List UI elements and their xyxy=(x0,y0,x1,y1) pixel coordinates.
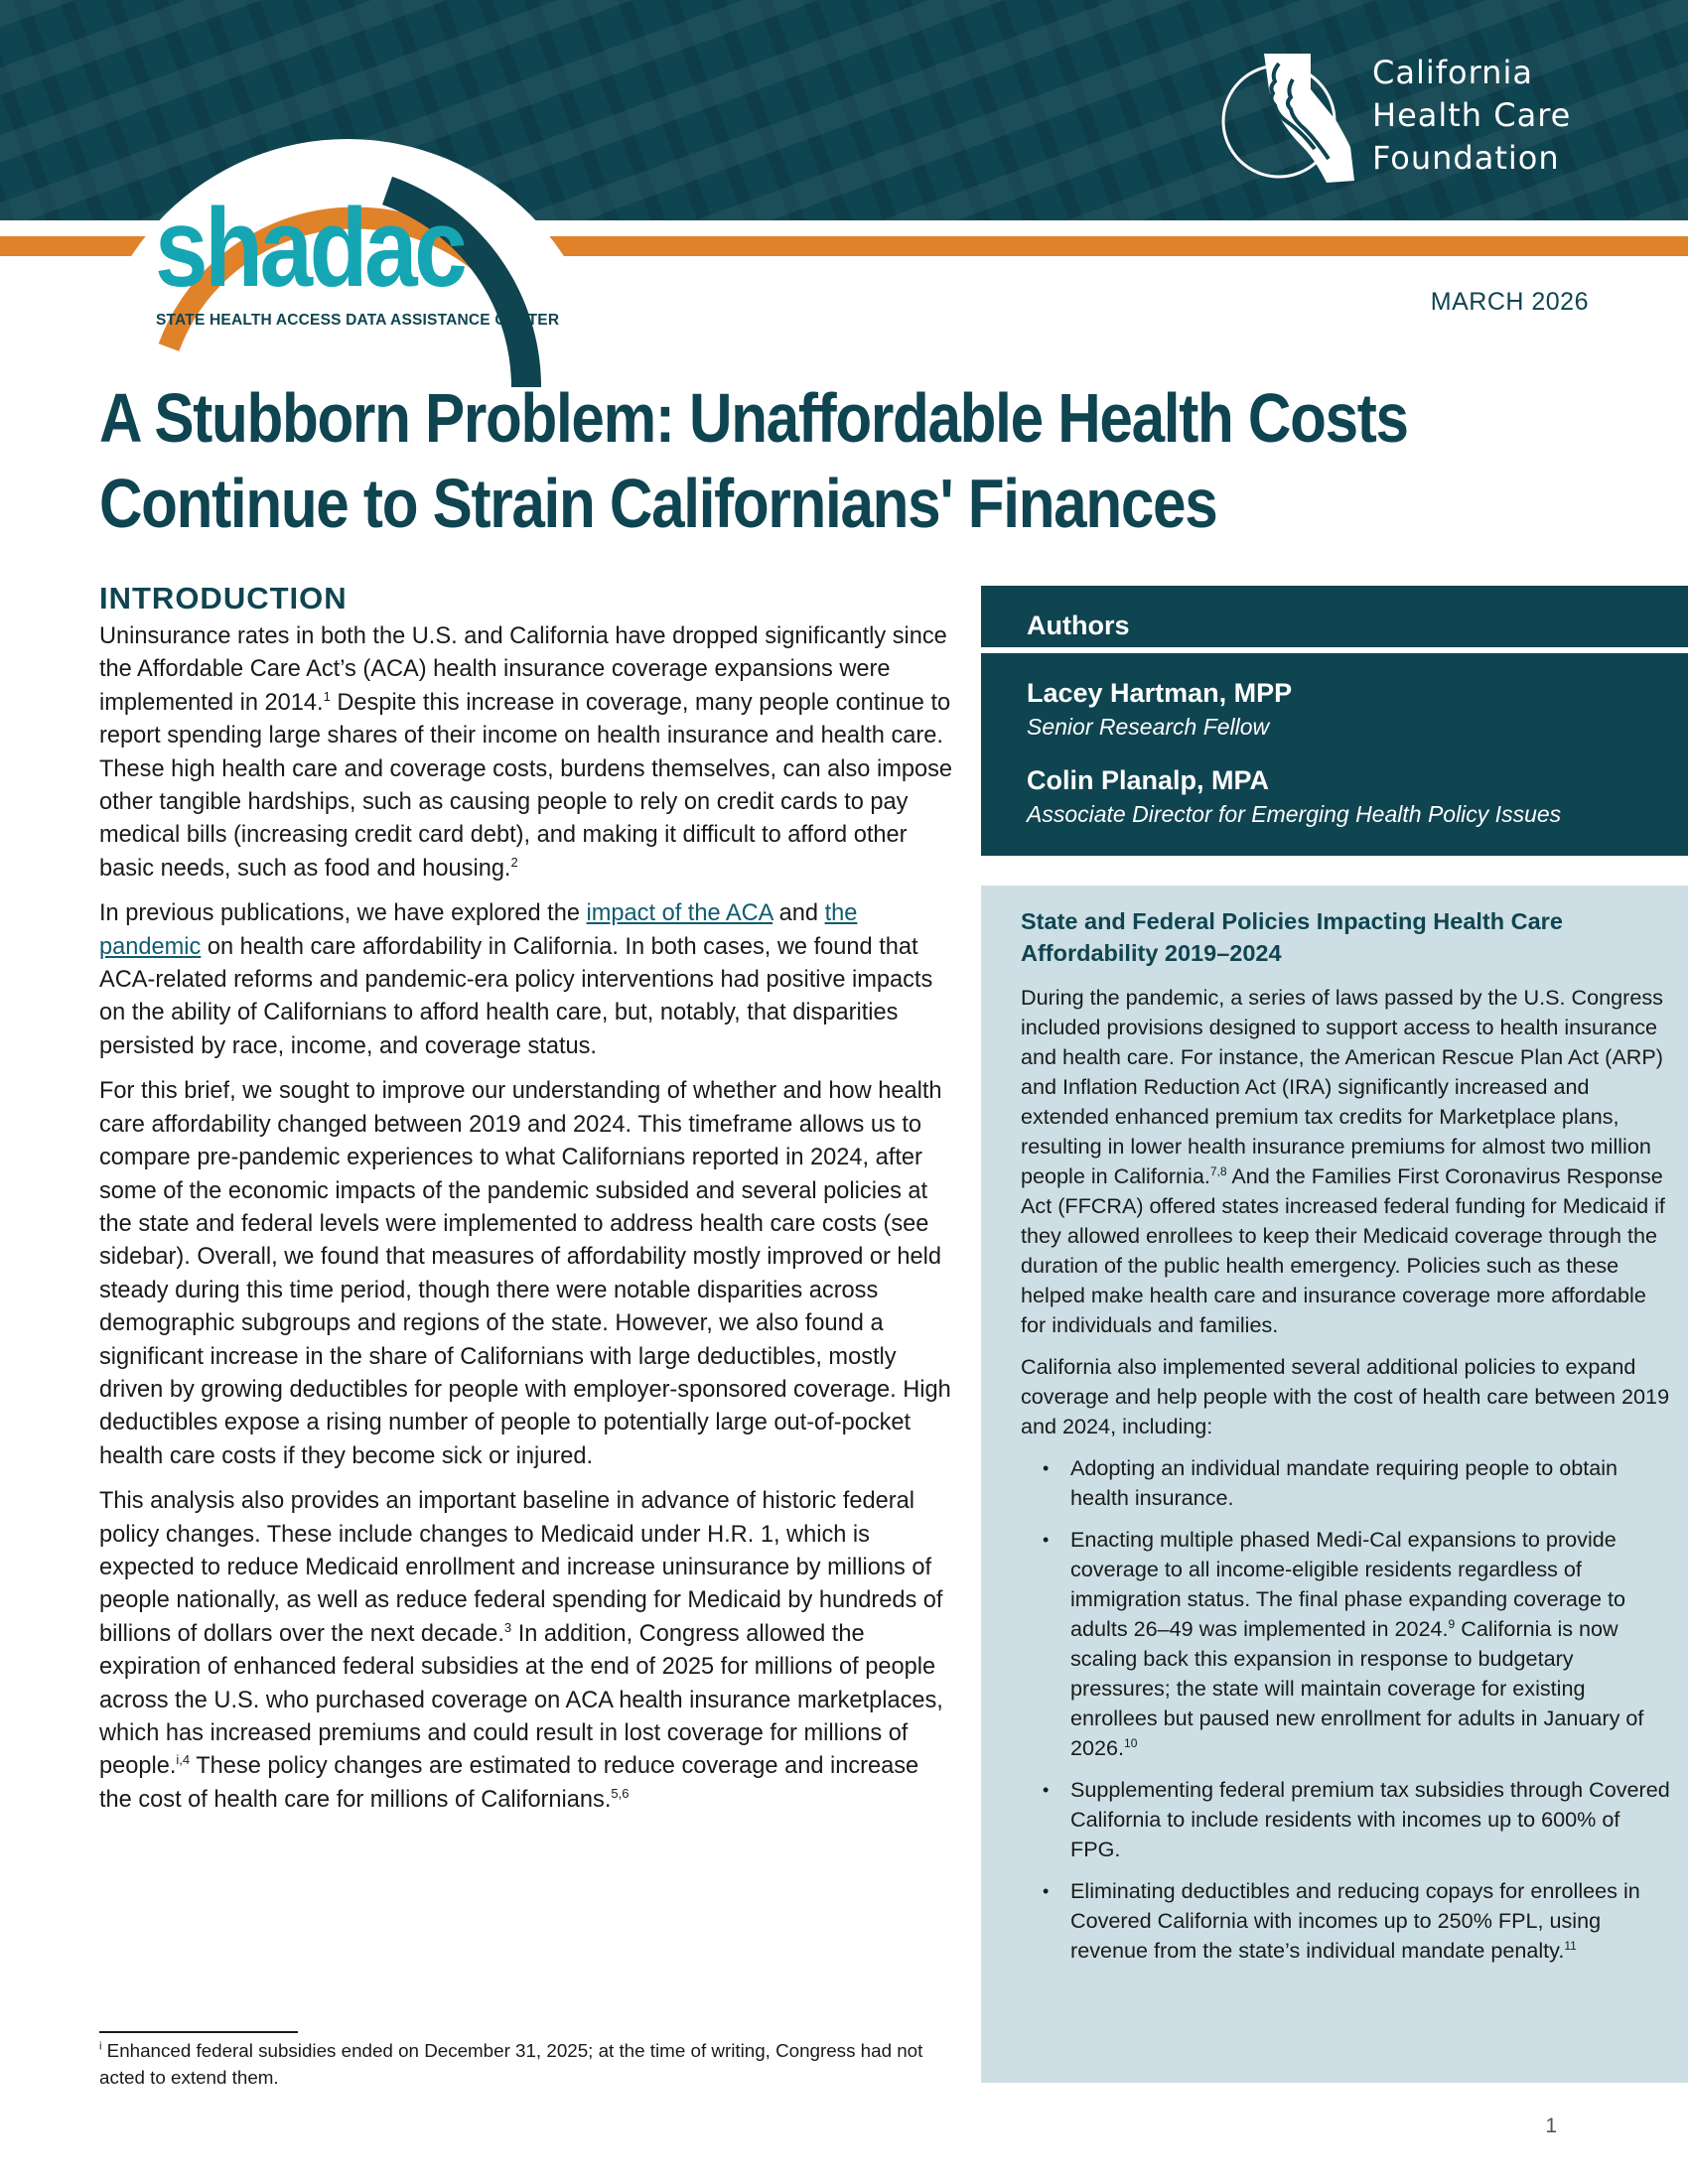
chcf-name-line-3: Foundation xyxy=(1372,139,1560,177)
chcf-name-line-1: California xyxy=(1372,54,1533,91)
text-run: Adopting an individual mandate requiring people to obtain health insurance. xyxy=(1070,1455,1618,1510)
shadac-logo-text: shadac xyxy=(155,186,465,310)
author-title: Associate Director for Emerging Health Policy Issues xyxy=(1027,801,1562,827)
authors-box xyxy=(981,586,1688,856)
title-line-1 xyxy=(99,375,1414,461)
sidebar-title: State and Federal Policies Impacting Health Care Affordability 2019–2024 xyxy=(1021,908,1563,966)
text-run: In previous publications, we have explored the xyxy=(99,900,587,927)
list-item xyxy=(1021,1453,1670,1513)
california-faces-icon xyxy=(1219,50,1358,189)
text-run: These policy changes are estimated to reduce coverage and increase the cost of health care for millions of Californians. xyxy=(99,1753,919,1813)
impact-of-aca-link[interactable]: impact of the ACA xyxy=(586,900,774,927)
intro-paragraph-3: For this brief, we sought to improve our understanding of whether and how health care affordability changed between 2019 and 2024. This timeframe allows us to compare pre-pandemic experiences to what Californians reported in 2024, after some of the economic impacts of the pandemic subsided and several policies at the state and federal levels were implemented to address health care costs (see sidebar). Overall, we found that measures of affordability mostly improved or held steady during this time period, though there were notable disparities across demographic subgroups and regions of the state. However, we also found a significant increase in the share of Californians with large deductibles, mostly driven by growing deductibles for people with employer-sponsored coverage. High deductibles expose a rising number of people to potentially large out-of-pocket health care costs if they become sick or injured. xyxy=(99,1078,951,1469)
author-name: Lacey Hartman, MPP xyxy=(1027,678,1293,708)
text-run: and xyxy=(773,900,825,927)
text-run: Despite this increase in coverage, many people continue to report spending large shares of their income on health insurance and health care. These high health care and coverage costs, burdens themselves, can also impose other tangible hardships, such as causing people to rely on credit cards to pay medical bills (increasing credit card debt), and making it difficult to afford other basic needs, such as food and housing. xyxy=(99,689,953,882)
text-run: California is now scaling back this expansion in response to budgetary pressures; the state will maintain coverage for existing enrollees but paused new enrollment for adults in January of 2026. xyxy=(1070,1616,1644,1760)
text-run: During the pandemic, a series of laws passed by the U.S. Congress included provisions designed to support access to health insurance and health care. For instance, the American Rescue Plan Act (ARP) and Inflation Reduction Act (IRA) significantly increased and extended enhanced premium tax credits for Marketplace plans, resulting in lower health insurance premiums for almost two million people in California. xyxy=(1021,985,1663,1188)
intro-paragraph-2 xyxy=(99,897,953,1063)
introduction-heading: INTRODUCTION xyxy=(99,581,348,615)
footnote xyxy=(99,2037,953,2091)
footnote-ref[interactable]: 9 xyxy=(1448,1616,1456,1631)
bullet-icon: • xyxy=(1043,1530,1050,1550)
intro-paragraph-1 xyxy=(99,620,953,886)
page-number: 1 xyxy=(1545,2115,1557,2137)
footnote-ref[interactable]: 1 xyxy=(323,688,331,704)
footnote-ref[interactable]: 7,8 xyxy=(1209,1163,1227,1178)
footnote-ref[interactable]: 5,6 xyxy=(611,1785,630,1801)
sidebar-paragraph-2: California also implemented several additional policies to expand coverage and help people with the cost of health care between 2019 and 2024, including: xyxy=(1021,1354,1670,1438)
text-run: This analysis also provides an important baseline in advance of historic federal policy changes. These include changes to Medicaid under H.R. 1, which is expected to reduce Medicaid enrollment and increase uninsurance by millions of people nationally, as well as reduce federal spending for Medicaid by hundreds of billions of dollars over the next decade. xyxy=(99,1488,943,1647)
intro-paragraph-4 xyxy=(99,1485,953,1817)
author-title: Senior Research Fellow xyxy=(1027,714,1270,740)
title-lead: A Stubborn Problem: xyxy=(99,379,674,457)
text-run: And the Families First Coronavirus Response Act (FFCRA) offered states increased federal funding for Medicaid if they allowed enrollees to keep their Medicaid coverage through the duration of the public health emergency. Policies such as these helped make health care and insurance coverage more affordable for individuals and families. xyxy=(1021,1163,1665,1337)
text-run: Uninsurance rates in both the U.S. and California have dropped significantly since the Affordable Care Act’s (ACA) health insurance coverage expansions were implemented in 2014. xyxy=(99,623,947,716)
the-pandemic-link[interactable]: the pandemic xyxy=(99,900,858,960)
footnote-divider xyxy=(99,2031,298,2033)
footnote-ref[interactable]: 10 xyxy=(1124,1735,1138,1750)
sidebar-paragraph-1 xyxy=(1021,983,1670,1340)
title-rest: Unaffordable Health Costs xyxy=(673,379,1408,457)
authors-list xyxy=(981,653,1688,856)
footnote-ref[interactable]: 3 xyxy=(503,1619,512,1635)
publication-date: MARCH 2026 xyxy=(1430,288,1589,316)
text-run: Supplementing federal premium tax subsidies through Covered California to include residents with incomes up to 600% of FPG. xyxy=(1070,1777,1670,1861)
footnote-ref[interactable]: 11 xyxy=(1564,1938,1577,1953)
page-title xyxy=(99,375,1414,546)
author-name: Colin Planalp, MPA xyxy=(1027,765,1270,795)
authors-heading: Authors xyxy=(981,586,1688,647)
chcf-name xyxy=(1372,52,1571,180)
text-run: In addition, Congress allowed the expiration of enhanced federal subsidies at the end of 2025 for millions of people across the U.S. who purchased coverage on ACA health insurance marketplaces, which has increased premiums and could result in lost coverage for millions of people. xyxy=(99,1620,943,1780)
text-run: Eliminating deductibles and reducing copays for enrollees in Covered California with incomes up to 250% FPL, using revenue from the state’s individual mandate penalty. xyxy=(1070,1878,1640,1963)
bullet-icon: • xyxy=(1043,1881,1050,1901)
list-item xyxy=(1021,1876,1670,1966)
footnote-text: Enhanced federal subsidies ended on December 31, 2025; at the time of writing, Congress had not acted to extend them. xyxy=(99,2040,923,2088)
text-run: on health care affordability in California. In both cases, we found that ACA-related reforms and pandemic-era policy interventions had positive impacts on the ability of Californians to afford health care, but, notably, that disparities persisted by race, income, and coverage status. xyxy=(99,933,933,1059)
list-item xyxy=(1021,1525,1670,1763)
bullet-icon: • xyxy=(1043,1458,1050,1478)
policy-list xyxy=(1021,1453,1670,1966)
footnote-marker: i xyxy=(99,2040,102,2053)
chcf-logo xyxy=(1219,50,1656,199)
footnote-ref[interactable]: i,4 xyxy=(176,1752,191,1768)
policy-sidebar xyxy=(981,886,1688,2083)
shadac-tagline: STATE HEALTH ACCESS DATA ASSISTANCE CENTER xyxy=(156,312,560,329)
chcf-name-line-2: Health Care xyxy=(1372,96,1572,134)
bullet-icon: • xyxy=(1043,1780,1050,1800)
footnote-ref[interactable]: 2 xyxy=(510,854,518,870)
introduction-section xyxy=(99,579,953,1829)
title-line-2: Continue to Strain Californians' Finances xyxy=(99,465,1217,542)
text-run: Enacting multiple phased Medi-Cal expansions to provide coverage to all income-eligible residents regardless of immigration status. The final phase expanding coverage to adults 26–49 was implemented in 2024. xyxy=(1070,1527,1625,1641)
list-item xyxy=(1021,1775,1670,1864)
